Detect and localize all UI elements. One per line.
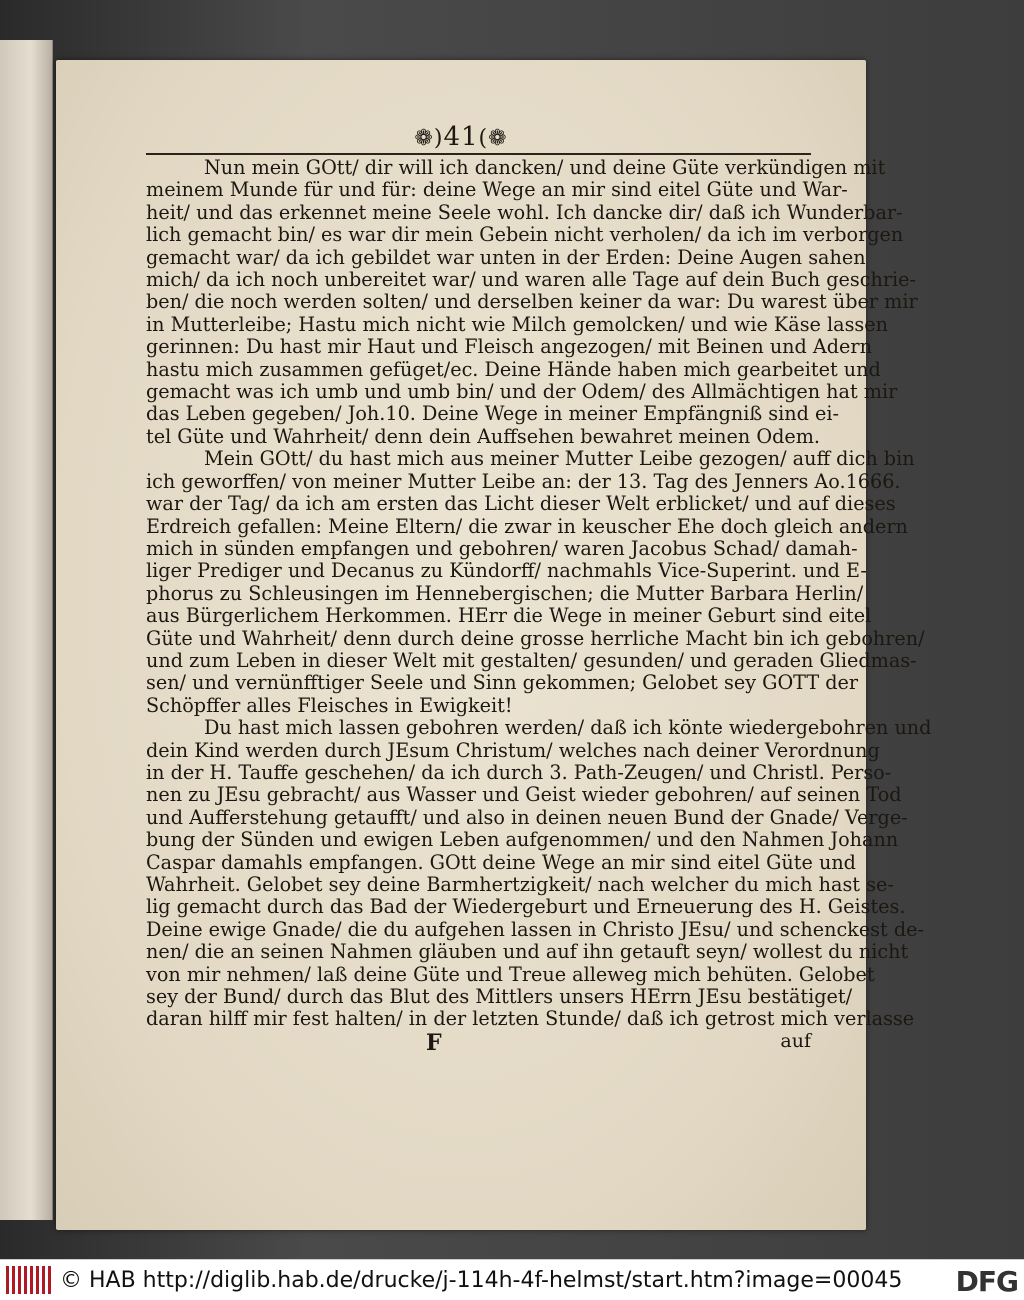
text-line: von mir nehmen/ laß deine Güte und Treue alleweg mich behüten. Gelobet — [146, 962, 875, 986]
text-line: das Leben gegeben/ Joh.10. Deine Wege in meiner Empfängniß sind ei- — [146, 402, 839, 426]
text-line: Du hast mich lassen gebohren werden/ daß ich könte wiedergebohren und — [204, 716, 932, 740]
text-line: Schöpffer alles Fleisches in Ewigkeit! — [146, 693, 513, 717]
text-line: bung der Sünden und ewigen Leben aufgenommen/ und den Nahmen Johann — [146, 828, 899, 852]
text-line: und zum Leben in dieser Welt mit gestalten/ gesunden/ und geraden Gliedmas- — [146, 648, 917, 672]
book-page — [56, 60, 932, 1230]
text-line: Nun mein GOtt/ dir will ich dancken/ und deine Güte verkündigen mit — [204, 156, 886, 179]
page-footer — [146, 1030, 811, 1060]
text-line: sen/ und vernünfftiger Seele und Sinn gekommen; Gelobet sey GOTT der — [146, 671, 859, 695]
text-line: gemacht was ich umb und umb bin/ und der Odem/ des Allmächtigen hat mir — [146, 380, 898, 404]
text-line: in Mutterleibe; Hastu mich nicht wie Milch gemolcken/ und wie Käse lassen — [146, 312, 888, 336]
header-rule — [146, 153, 811, 155]
text-line: meinem Munde für und für: deine Wege an mir sind eitel Güte und War- — [146, 178, 848, 202]
text-line: sey der Bund/ durch das Blut des Mittlers unsers HErrn JEsu bestätiget/ — [146, 985, 853, 1009]
text-line: gerinnen: Du hast mir Haut und Fleisch angezogen/ mit Beinen und Adern — [146, 335, 872, 359]
copyright-link[interactable]: © HAB http://diglib.hab.de/drucke/j-114h-4f-helmst/start.htm?image=00045 — [60, 1268, 903, 1293]
text-line: ich geworffen/ von meiner Mutter Leibe an: der 13. Tag des Jenners Ao.1666. — [146, 469, 901, 493]
previous-page-edge — [0, 40, 53, 1220]
text-line: Caspar damahls empfangen. GOtt deine Wege an mir sind eitel Güte und — [146, 850, 856, 874]
text-line: dein Kind werden durch JEsum Christum/ welches nach deiner Verordnung — [146, 738, 880, 762]
text-line: Deine ewige Gnade/ die du aufgehen lassen in Christo JEsu/ und schenckest de- — [146, 917, 924, 941]
hab-logo-icon — [6, 1266, 52, 1294]
text-line: daran hilff mir fest halten/ in der letzten Stunde/ daß ich getrost mich verlasse — [146, 1007, 915, 1031]
text-line: Wahrheit. Gelobet sey deine Barmhertzigkeit/ nach welcher du mich hast se- — [146, 873, 894, 896]
text-line: lig gemacht durch das Bad der Wiedergeburt und Erneuerung des H. Geistes. — [146, 895, 906, 919]
text-line: mich in sünden empfangen und gebohren/ waren Jacobus Schad/ damah- — [146, 536, 858, 560]
text-line: gemacht war/ da ich gebildet war unten in der Erden: Deine Augen sahen — [146, 245, 866, 269]
ornament-left-icon: ❁) — [414, 126, 444, 151]
page-body-text — [146, 156, 932, 1031]
text-line: war der Tag/ da ich am ersten das Licht dieser Welt erblicket/ und auf dieses — [146, 492, 896, 516]
text-line: in der H. Tauffe geschehen/ da ich durch 3. Path-Zeugen/ und Christl. Perso- — [146, 760, 892, 784]
dfg-logo: DFG — [955, 1265, 1018, 1298]
text-line: aus Bürgerlichem Herkommen. HErr die Wege in meiner Geburt sind eitel — [146, 604, 872, 628]
signature-mark: F — [426, 1030, 442, 1056]
text-line: liger Prediger und Decanus zu Kündorff/ nachmahls Vice-Superint. und E- — [146, 559, 867, 583]
text-line: hastu mich zusammen gefüget/ec. Deine Hände haben mich gearbeitet und — [146, 357, 881, 381]
text-line: Mein GOtt/ du hast mich aus meiner Mutter Leibe gezogen/ auff dich bin — [204, 447, 915, 471]
text-line: ben/ die noch werden solten/ und derselben keiner da war: Du warest über mir — [146, 290, 918, 314]
text-line: Güte und Wahrheit/ denn durch deine grosse herrliche Macht bin ich gebohren/ — [146, 626, 925, 650]
text-line: heit/ und das erkennet meine Seele wohl. Ich dancke dir/ daß ich Wunderbar- — [146, 200, 903, 224]
text-line: mich/ da ich noch unbereitet war/ und waren alle Tage auf dein Buch geschrie- — [146, 268, 916, 292]
text-line: nen zu JEsu gebracht/ aus Wasser und Geist wieder gebohren/ auf seinen Tod — [146, 783, 902, 807]
catchword: auf — [780, 1030, 811, 1052]
ornament-right-icon: (❁ — [478, 126, 508, 151]
text-line: lich gemacht bin/ es war dir mein Gebein nicht verholen/ da ich im verborgen — [146, 223, 904, 247]
text-line: nen/ die an seinen Nahmen gläuben und auf ihn getauft seyn/ wollest du nicht — [146, 940, 909, 964]
attribution-bar — [0, 1259, 1024, 1300]
text-line: und Aufferstehung getaufft/ und also in deinen neuen Bund der Gnade/ Verge- — [146, 805, 908, 829]
text-line: Erdreich gefallen: Meine Eltern/ die zwar in keuscher Ehe doch gleich andern — [146, 514, 908, 538]
text-line: phorus zu Schleusingen im Hennebergischen; die Mutter Barbara Herlin/ — [146, 581, 864, 605]
page-number: 41 — [443, 122, 479, 152]
text-line: tel Güte und Wahrheit/ denn dein Auffsehen bewahret meinen Odem. — [146, 424, 821, 448]
page-header — [56, 122, 866, 152]
